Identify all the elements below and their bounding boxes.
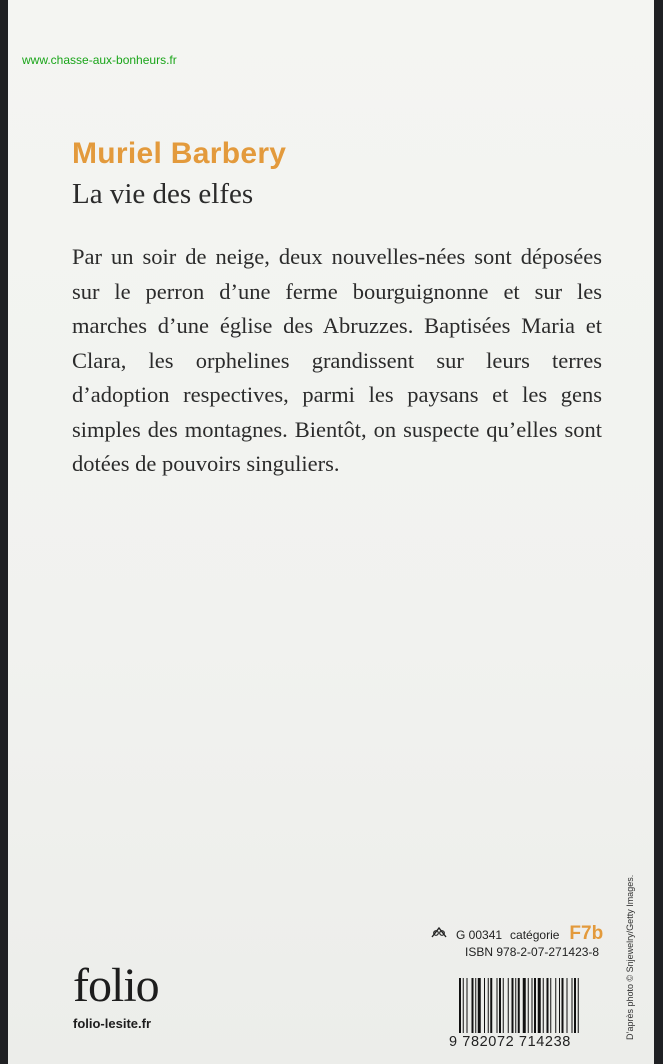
folio-publisher-icon	[430, 925, 448, 939]
barcode-bar	[578, 978, 579, 1033]
barcode-bar	[463, 978, 464, 1033]
barcode-bar	[499, 978, 501, 1033]
publisher-logo: folio	[73, 959, 159, 1012]
barcode-bar	[523, 978, 526, 1033]
barcode-bar	[547, 978, 549, 1033]
barcode-bar	[512, 978, 514, 1033]
barcode-bar	[515, 978, 516, 1033]
author-name: Muriel Barbery	[72, 137, 287, 170]
watermark-link[interactable]: www.chasse-aux-bonheurs.fr	[22, 53, 177, 67]
barcode-bar	[475, 978, 476, 1033]
catalog-info	[430, 923, 603, 967]
barcode-bar	[538, 978, 541, 1033]
barcode-bar	[503, 978, 504, 1033]
photo-credit: D’après photo © Snjewelry/Getty Images.	[625, 874, 635, 1040]
book-summary: Par un soir de neige, deux nouvelles-nées sont déposées sur le perron d’une ferme bourguignonne et sur les marches d’une église des Abruzzes. Baptisées Maria et Clara, les orphelines grandissent sur leurs terres d’adoption respectives, parmi les paysans et les gens simples des montagnes. Bientôt, on suspecte qu’elles sont dotées de pouvoirs singuliers.	[72, 244, 602, 476]
barcode-bar	[555, 978, 556, 1033]
barcode-bar	[528, 978, 529, 1033]
catalog-number: G 00341	[456, 928, 503, 942]
publisher-website[interactable]: folio-lesite.fr	[73, 1016, 152, 1031]
barcode-bar	[472, 978, 474, 1033]
barcode-bar	[497, 978, 498, 1033]
barcode-bar	[567, 978, 568, 1033]
barcode-bar	[534, 978, 536, 1033]
catalog-line	[430, 923, 603, 945]
barcode-bar	[490, 978, 492, 1033]
barcode-bar	[459, 978, 461, 1033]
category-code: F7b	[569, 923, 604, 944]
barcode	[457, 978, 614, 1033]
barcode-bar	[488, 978, 489, 1033]
barcode-bar	[572, 978, 573, 1033]
barcode-bar	[543, 978, 544, 1033]
barcode-bar	[574, 978, 576, 1033]
isbn-line: ISBN 978-2-07-271423-8	[465, 945, 600, 959]
barcode-bar	[559, 978, 560, 1033]
barcode-bar	[550, 978, 551, 1033]
barcode-digits: 9 782072 714238	[449, 1034, 571, 1050]
barcode-bar	[518, 978, 520, 1033]
category-label: catégorie	[510, 928, 560, 942]
barcode-bar	[508, 978, 509, 1033]
barcode-bar	[484, 978, 485, 1033]
barcode-bar	[467, 978, 468, 1033]
barcode-bar	[562, 978, 564, 1033]
book-title: La vie des elfes	[72, 178, 254, 210]
barcode-bar	[478, 978, 481, 1033]
barcode-bar	[532, 978, 533, 1033]
